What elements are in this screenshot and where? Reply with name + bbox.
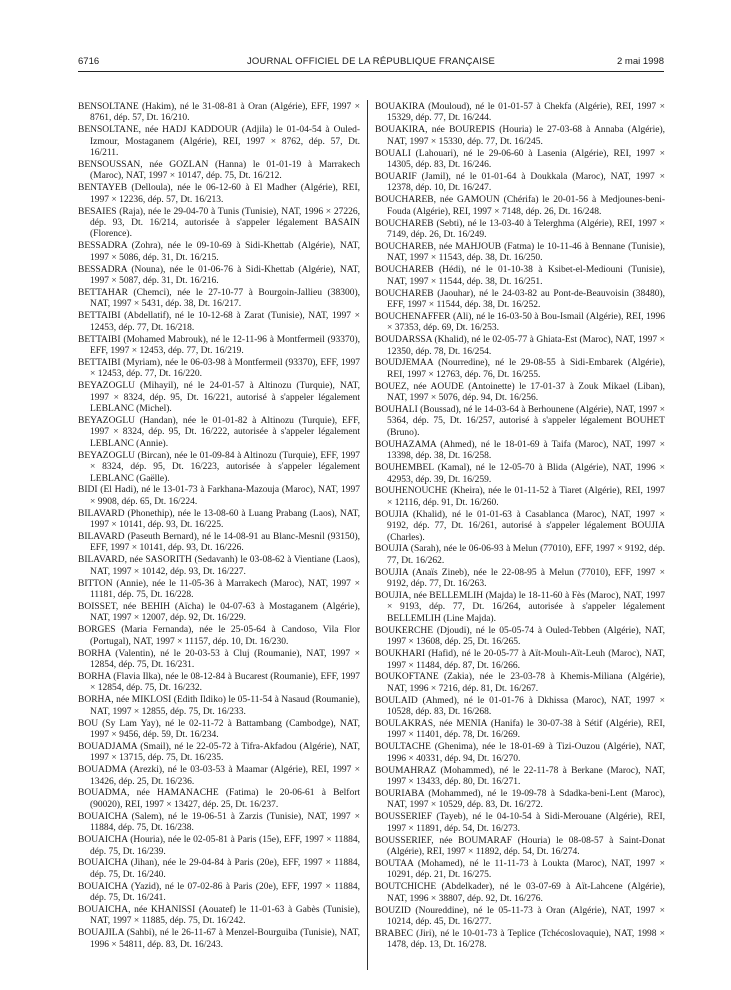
naturalization-entry: BOUARIF (Jamil), né le 01-01-64 à Doukkala (Maroc), NAT, 1997 × 12378, dép. 10, Dt. 16/247. [375,171,665,194]
naturalization-entry: BITTON (Annie), née le 11-05-36 à Marrakech (Maroc), NAT, 1997 × 11181, dép. 75, Dt. 16/228. [78,578,360,601]
naturalization-entry: BOUADMA, née HAMANACHE (Fatima) le 20-06-61 à Belfort (90020), REI, 1997 × 13427, dép. 25, Dt. 16/237. [78,788,360,810]
column-divider [367,100,368,970]
naturalization-entry: BOUTAA (Mohamed), né le 11-11-73 à Loukta (Maroc), NAT, 1997 × 10291, dép. 21, Dt. 16/275. [375,858,665,881]
left-column [78,102,360,952]
naturalization-entry: BETTAIBI (Abdellatif), né le 10-12-68 à Zarat (Tunisie), NAT, 1997 × 12453, dép. 77, Dt. 16/218. [78,311,360,333]
naturalization-entry: BOUCHAREB, née MAHJOUB (Fatma) le 10-11-46 à Bennane (Tunisie), NAT, 1997 × 11543, dép. 38, Dt. 16/250. [375,241,665,264]
naturalization-entry: BOUHAZAMA (Ahmed), né le 18-01-69 à Taifa (Maroc), NAT, 1997 × 13398, dép. 38, Dt. 16/258. [375,439,665,462]
naturalization-entry: BOUJIA, née BELLEMLIH (Majda) le 18-11-60 à Fès (Maroc), NAT, 1997 × 9193, dép. 77, Dt. 16/264, autorisée à s'appeler légalement BELLEMLIH (Line Majda). [375,591,665,624]
naturalization-entry: BENSOLTANE (Hakim), né le 31-08-81 à Oran (Algérie), EFF, 1997 × 8761, dép. 57, Dt. 16/210. [78,102,360,124]
naturalization-entry: BOUJIA (Anaïs Zineb), née le 22-08-95 à Melun (77010), EFF, 1997 × 9192, dép. 77, Dt. 16/263. [375,567,665,590]
naturalization-entry: BOURIABA (Mohammed), né le 19-09-78 à Sdadka-beni-Lent (Maroc), NAT, 1997 × 10529, dép. 83, Dt. 16/272. [375,788,665,811]
naturalization-entry: BENSOLTANE, née HADJ KADDOUR (Adjila) le 01-04-54 à Ouled-Izmour, Mostaganem (Algérie), REI, 1997 × 8762, dép. 57, Dt. 16/211. [78,125,360,159]
naturalization-entry: BIDI (El Hadi), né le 13-01-73 à Farkhana-Mazouja (Maroc), NAT, 1997 × 9908, dép. 65, Dt. 16/224. [78,485,360,507]
naturalization-entry: BORHA (Valentin), né le 20-03-53 à Cluj (Roumanie), NAT, 1997 × 12854, dép. 75, Dt. 16/231. [78,648,360,670]
naturalization-entry: BOUKERCHE (Djoudi), né le 05-05-74 à Ouled-Tebben (Algérie), NAT, 1997 × 13608, dép. 25, Dt. 16/265. [375,625,665,648]
naturalization-entry: BOUJIA (Khalid), né le 01-01-63 à Casablanca (Maroc), NAT, 1997 × 9192, dép. 77, Dt. 16/261, autorisé à s'appeler légalement BOUJIA (Charles). [375,509,665,543]
naturalization-entry: BETTAIBI (Myriam), née le 06-03-98 à Montfermeil (93370), EFF, 1997 × 12453, dép. 77, Dt. 16/220. [78,357,360,380]
naturalization-entry: BOULTACHE (Ghenima), née le 18-01-69 à Tizi-Ouzou (Algérie), NAT, 1996 × 40331, dép. 94, Dt. 16/270. [375,742,665,764]
page-number: 6716 [78,56,100,67]
naturalization-entry: BOUALI (Lahouari), né le 29-06-60 à Lasenia (Algérie), REI, 1997 × 14305, dép. 83, Dt. 16/246. [375,148,665,171]
naturalization-entry: BOUKOFTANE (Zakia), née le 23-03-78 à Khemis-Miliana (Algérie), NAT, 1996 × 7216, dép. 81, Dt. 16/267. [375,672,665,694]
issue-date: 2 mai 1998 [616,56,664,67]
naturalization-entry: BENSOUSSAN, née GOZLAN (Hanna) le 01-01-19 à Marrakech (Maroc), NAT, 1997 × 10147, dép. 75, Dt. 16/212. [78,160,360,182]
naturalization-entry: BORGES (Maria Fernanda), née le 25-05-64 à Candoso, Vila Flor (Portugal), NAT, 1997 × 11157, dép. 10, Dt. 16/230. [78,625,360,647]
naturalization-entry: BETTAHAR (Chemci), née le 27-10-77 à Bourgoin-Jallieu (38300), NAT, 1997 × 5431, dép. 38, Dt. 16/217. [78,288,360,310]
journal-title: JOURNAL OFFICIEL DE LA RÉPUBLIQUE FRANÇAISE [246,56,496,67]
naturalization-entry: BOUAKIRA (Mouloud), né le 01-01-57 à Chekfa (Algérie), REI, 1997 × 15329, dép. 77, Dt. 16/244. [375,102,665,124]
naturalization-entry: BESAIES (Raja), née le 29-04-70 à Tunis (Tunisie), NAT, 1996 × 27226, dép. 93, Dt. 16/214, autorisée à s'appeler légalement BASAIN (Florence). [78,206,360,240]
naturalization-entry: BRABEC (Jiri), né le 10-01-73 à Teplice (Tchécoslovaquie), NAT, 1998 × 1478, dép. 13, Dt. 16/278. [375,928,665,951]
naturalization-entry: BOUHENOUCHE (Kheira), née le 01-11-52 à Tiaret (Algérie), REI, 1997 × 12116, dép. 91, Dt. 16/260. [375,486,665,508]
naturalization-entry: BOUDARSSA (Khalid), né le 02-05-77 à Ghiata-Est (Maroc), NAT, 1997 × 12350, dép. 78, Dt. 16/254. [375,335,665,357]
naturalization-entry: BOUSSERIEF (Tayeb), né le 04-10-54 à Sidi-Merouane (Algérie), REI, 1997 × 11891, dép. 54, Dt. 16/273. [375,812,665,834]
naturalization-entry: BOUHEMBEL (Kamal), né le 12-05-70 à Blida (Algérie), NAT, 1996 × 42953, dép. 39, Dt. 16/259. [375,463,665,485]
naturalization-entry: BOUAICHA (Houria), née le 02-05-81 à Paris (15e), EFF, 1997 × 11884, dép. 75, Dt. 16/239. [78,835,360,857]
naturalization-entry: BOUMAHRAZ (Mohammed), né le 22-11-78 à Berkane (Maroc), NAT, 1997 × 13433, dép. 80, Dt. 16/271. [375,765,665,788]
naturalization-entry: BOULAID (Ahmed), né le 01-01-76 à Dkhissa (Maroc), NAT, 1997 × 10528, dép. 83, Dt. 16/268. [375,695,665,718]
naturalization-entry: BOUAICHA (Yazid), né le 07-02-86 à Paris (20e), EFF, 1997 × 11884, dép. 75, Dt. 16/241. [78,881,360,904]
page-header [78,56,664,70]
naturalization-entry: BOUCHAREB (Sebti), né le 13-03-40 à Telerghma (Algérie), REI, 1997 × 7149, dép. 26, Dt. 16/249. [375,218,665,240]
naturalization-entry: BETTAIBI (Mohamed Mabrouk), né le 12-11-96 à Montfermeil (93370), EFF, 1997 × 12453, dép. 77, Dt. 16/219. [78,334,360,357]
naturalization-entry: BEYAZOGLU (Mihayil), né le 24-01-57 à Altinozu (Turquie), NAT, 1997 × 8324, dép. 95, Dt. 16/221, autorisé à s'appeler légalement LEBLANC (Michel). [78,381,360,415]
naturalization-entry: BOUKHARI (Hafid), né le 20-05-77 à Aït-Moulı-Aït-Leuh (Maroc), NAT, 1997 × 11484, dép. 87, Dt. 16/266. [375,649,665,671]
right-column [375,102,665,952]
naturalization-entry: BOUAICHA, née KHANISSI (Aouatef) le 11-01-63 à Gabès (Tunisie), NAT, 1997 × 11885, dép. 75, Dt. 16/242. [78,905,360,927]
naturalization-entry: BOUAICHA (Salem), né le 19-06-51 à Zarzis (Tunisie), NAT, 1997 × 11884, dép. 75, Dt. 16/238. [78,811,360,834]
naturalization-entry: BOUSSERIEF, née BOUMARAF (Houria) le 08-08-57 à Saint-Donat (Algérie), REI, 1997 × 11892, dép. 54, Dt. 16/274. [375,835,665,857]
naturalization-entry: BOUDJEMAA (Nourredine), né le 29-08-55 à Sidi-Embarek (Algérie), REI, 1997 × 12763, dép. 76, Dt. 16/255. [375,358,665,380]
naturalization-entry: BESSADRA (Zohra), née le 09-10-69 à Sidi-Khettab (Algérie), NAT, 1997 × 5086, dép. 31, Dt. 16/215. [78,241,360,263]
naturalization-entry: BOUCHENAFFER (Ali), né le 16-03-50 à Bou-Ismail (Algérie), REI, 1996 × 37353, dép. 69, Dt. 16/253. [375,311,665,334]
naturalization-entry: BOUAJILA (Sahbi), né le 26-11-67 à Menzel-Bourguiba (Tunisie), NAT, 1996 × 54811, dép. 83, Dt. 16/243. [78,928,360,950]
header-rule [78,71,664,72]
naturalization-entry: BILAVARD (Phonethip), née le 13-08-60 à Luang Prabang (Laos), NAT, 1997 × 10141, dép. 93, Dt. 16/225. [78,508,360,531]
naturalization-entry: BOUAKIRA, née BOUREPIS (Houria) le 27-03-68 à Annaba (Algérie), NAT, 1997 × 15330, dép. 77, Dt. 16/245. [375,125,665,147]
naturalization-entry: BOUCHAREB (Jaouhar), né le 24-03-82 au Pont-de-Beauvoisin (38480), EFF, 1997 × 11544, dép. 38, Dt. 16/252. [375,288,665,310]
naturalization-entry: BILAVARD (Paseuth Bernard), né le 14-08-91 au Blanc-Mesnil (93150), EFF, 1997 × 10141, dép. 93, Dt. 16/226. [78,532,360,554]
naturalization-entry: BORHA (Flavia Ilka), née le 08-12-84 à Bucarest (Roumanie), EFF, 1997 × 12854, dép. 75, Dt. 16/232. [78,671,360,694]
naturalization-entry: BOUADMA (Arezki), né le 03-03-53 à Maamar (Algérie), REI, 1997 × 13426, dép. 25, Dt. 16/236. [78,765,360,787]
naturalization-entry: BOU (Sy Lam Yay), né le 02-11-72 à Battambang (Cambodge), NAT, 1997 × 9456, dép. 59, Dt. 16/234. [78,718,360,740]
naturalization-entry: BEYAZOGLU (Bircan), née le 01-09-84 à Altinozu (Turquie), EFF, 1997 × 8324, dép. 95, Dt. 16/223, autorisée à s'appeler légalement LEBLANC (Gaëlle). [78,450,360,484]
naturalization-entry: BOUAICHA (Jihan), née le 29-04-84 à Paris (20e), EFF, 1997 × 11884, dép. 75, Dt. 16/240. [78,858,360,880]
naturalization-entry: BOUCHAREB, née GAMOUN (Chérifa) le 20-01-56 à Medjounes-beni-Fouda (Algérie), REI, 1997 × 7148, dép. 26, Dt. 16/248. [375,195,665,217]
naturalization-entry: BOUJIA (Sarah), née le 06-06-93 à Melun (77010), EFF, 1997 × 9192, dép. 77, Dt. 16/262. [375,544,665,566]
naturalization-entry: BOISSET, née BEHIH (Aïcha) le 04-07-63 à Mostaganem (Algérie), NAT, 1997 × 12007, dép. 92, Dt. 16/229. [78,601,360,624]
naturalization-entry: BOUADJAMA (Smail), né le 22-05-72 à Tifra-Akfadou (Algérie), NAT, 1997 × 13715, dép. 75, Dt. 16/235. [78,741,360,764]
naturalization-entry: BILAVARD, née SASORITH (Sedavanh) le 03-08-62 à Vientiane (Laos), NAT, 1997 × 10142, dép. 93, Dt. 16/227. [78,555,360,577]
naturalization-entry: BOUEZ, née AOUDE (Antoinette) le 17-01-37 à Zouk Mikael (Liban), NAT, 1997 × 5076, dép. 94, Dt. 16/256. [375,381,665,404]
naturalization-entry: BESSADRA (Nouna), née le 01-06-76 à Sidi-Khettab (Algérie), NAT, 1997 × 5087, dép. 31, Dt. 16/216. [78,264,360,287]
naturalization-entry: BOUHALI (Boussad), né le 14-03-64 à Berhounene (Algérie), NAT, 1997 × 5364, dép. 75, Dt. 16/257, autorisé à s'appeler légalement BOUHET (Bruno). [375,405,665,438]
naturalization-entry: BORHA, née MIKLOSI (Edith Ildiko) le 05-11-54 à Nasaud (Roumanie), NAT, 1997 × 12855, dép. 75, Dt. 16/233. [78,695,360,717]
naturalization-entry: BENTAYEB (Delloula), née le 06-12-60 à El Madher (Algérie), REI, 1997 × 12236, dép. 57, Dt. 16/213. [78,183,360,205]
naturalization-entry: BEYAZOGLU (Handan), née le 01-01-82 à Altinozu (Turquie), EFF, 1997 × 8324, dép. 95, Dt. 16/222, autorisée à s'appeler légalement LEBLANC (Annie). [78,415,360,449]
naturalization-entry: BOUCHAREB (Hédi), né le 01-10-38 à Ksibet-el-Mediouni (Tunisie), NAT, 1997 × 11544, dép. 38, Dt. 16/251. [375,265,665,287]
naturalization-entry: BOUZID (Noureddine), né le 05-11-73 à Oran (Algérie), NAT, 1997 × 10214, dép. 45, Dt. 16/277. [375,905,665,927]
naturalization-entry: BOULAKRAS, née MENIA (Hanifa) le 30-07-38 à Sétif (Algérie), REI, 1997 × 11401, dép. 78, Dt. 16/269. [375,719,665,741]
naturalization-entry: BOUTCHICHE (Abdelkader), né le 03-07-69 à Aït-Lahcene (Algérie), NAT, 1996 × 38807, dép. 92, Dt. 16/276. [375,882,665,904]
